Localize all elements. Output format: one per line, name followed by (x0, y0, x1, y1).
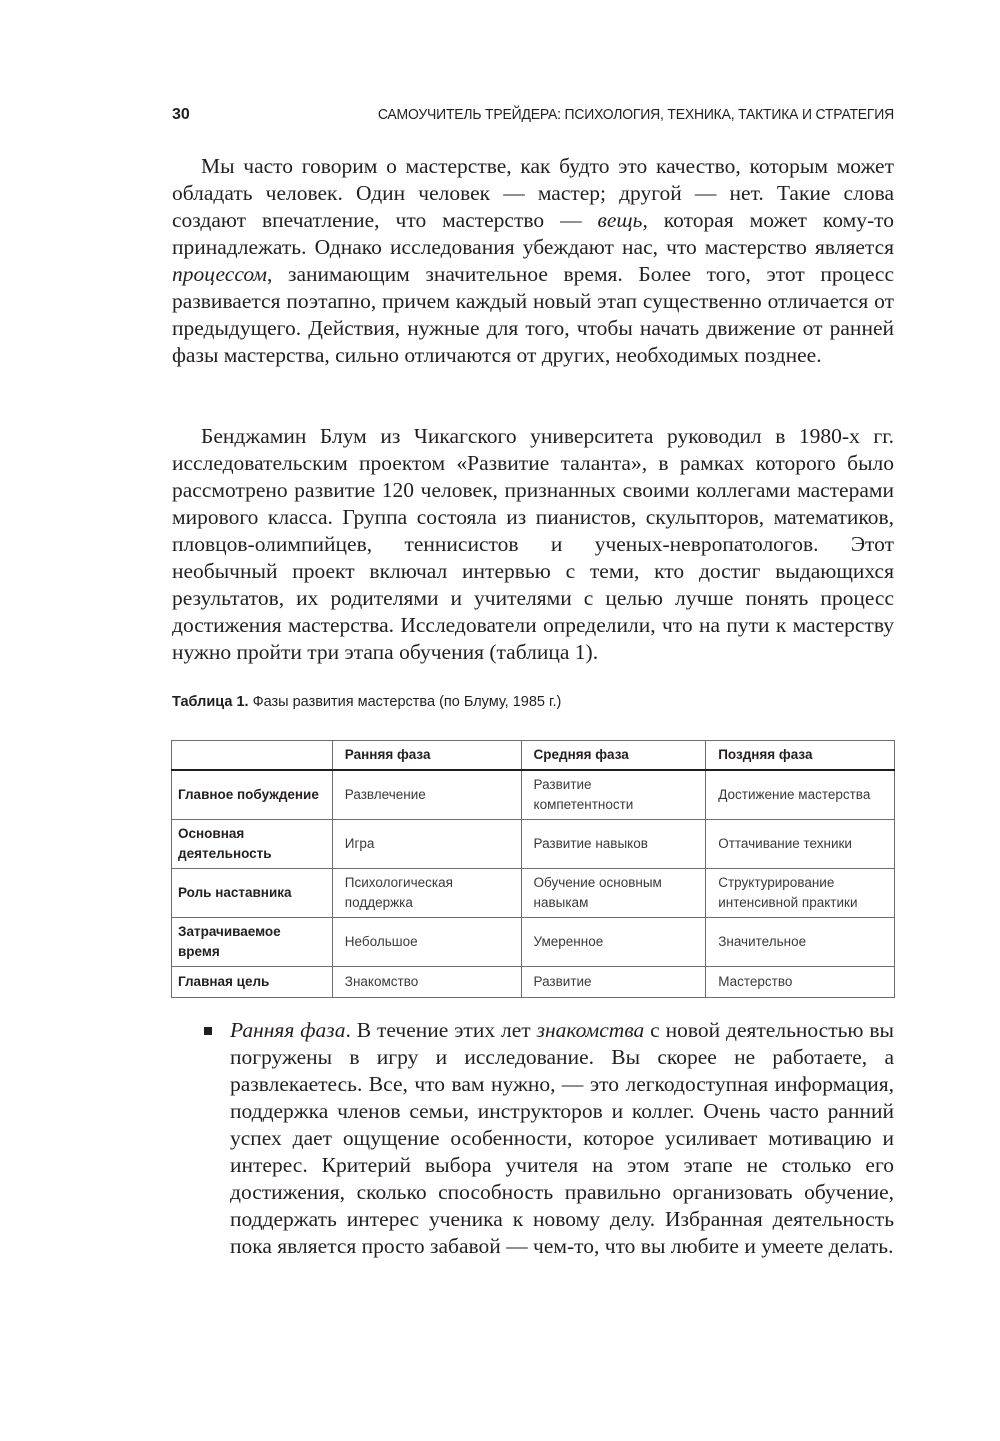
row-label: Затрачиваемое время (172, 918, 333, 967)
paragraph-text (172, 153, 894, 369)
emphasis-text: вещь (597, 208, 643, 232)
running-header (172, 103, 894, 127)
table-cell: Развитие (521, 967, 706, 998)
square-bullet-icon (204, 1027, 212, 1035)
table-cell: Обучение основным навыкам (521, 869, 706, 918)
table-row (172, 820, 895, 869)
table-cell: Небольшое (332, 918, 521, 967)
text-segment: , которая может кому-то принадлежать. Однако исследования убеждают нас, что мастерство является (172, 208, 894, 259)
table-header-row (172, 741, 895, 771)
bullet-item-early-phase (204, 1017, 894, 1260)
paragraph-bloom-study (172, 423, 894, 666)
row-label: Главная цель (172, 967, 333, 998)
mastery-phases-table (171, 740, 895, 998)
emphasis-text: знакомства (536, 1018, 645, 1042)
table-caption-label: Таблица 1. (172, 694, 249, 710)
bullet-lead-emphasis: Ранняя фаза (230, 1018, 346, 1042)
column-header-middle: Средняя фаза (521, 741, 706, 771)
column-header-late: Поздняя фаза (706, 741, 895, 771)
table-row (172, 869, 895, 918)
paragraph-text: Бенджамин Блум из Чикагского университета руководил в 1980-х гг. исследовательским проектом «Развитие таланта», в рамках которого было рассмотрено развитие 120 человек, признанных своими коллегами мастерами мирового класса. Группа состояла из пианистов, скульпторов, математиков, пловцов-олимпийцев, теннисистов и ученых-невропатологов. Этот необычный проект включал интервью с теми, кто достиг выдающихся результатов, их родителями и учителями с целью лучше понять процесс достижения мастерства. Исследователи определили, что на пути к мастерству нужно пройти три этапа обучения (таблица 1). (172, 424, 894, 664)
table-caption-text: Фазы развития мастерства (по Блуму, 1985 г.) (248, 694, 562, 710)
table-cell: Структурирование интенсивной практики (706, 869, 895, 918)
table-cell: Значительное (706, 918, 895, 967)
row-label: Основная деятельность (172, 820, 333, 869)
text-segment: . В течение этих лет (345, 1018, 537, 1042)
table-cell: Достижение мастерства (706, 770, 895, 820)
table-cell: Знакомство (332, 967, 521, 998)
bullet-text (230, 1017, 894, 1260)
row-label: Роль наставника (172, 869, 333, 918)
table-cell: Развлечение (332, 770, 521, 820)
emphasis-text: процессом (172, 262, 267, 286)
table-cell: Развитие компетентности (521, 770, 706, 820)
text-segment: , занимающим значительное время. Более того, этот процесс развивается поэтапно, причем каждый новый этап существенно отличается от предыдущего. Действия, нужные для того, чтобы начать движение от ранней фазы мастерства, сильно отличаются от других, необходимых позднее. (172, 262, 894, 367)
table-cell: Игра (332, 820, 521, 869)
table-cell: Психологическая поддержка (332, 869, 521, 918)
table-row (172, 770, 895, 820)
running-title: САМОУЧИТЕЛЬ ТРЕЙДЕРА: ПСИХОЛОГИЯ, ТЕХНИКА, ТАКТИКА И СТРАТЕГИЯ (377, 106, 894, 123)
table-row (172, 918, 895, 967)
text-segment: с новой деятельностью вы погружены в игру и исследование. Вы скорее не работаете, а развлекаетесь. Все, что вам нужно, — это легкодоступная информация, поддержка членов семьи, инструкторов и коллег. Очень часто ранний успех дает ощущение особенности, которое усиливает мотивацию и интерес. Критерий выбора учителя на этом этапе не столько его достижения, сколько способность правильно организовать обучение, поддержать интерес ученика к новому делу. Избранная деятельность пока является просто забавой — чем-то, что вы любите и умеете делать. (230, 1018, 894, 1258)
column-header-early: Ранняя фаза (332, 741, 521, 771)
table-cell: Развитие навыков (521, 820, 706, 869)
table-cell: Умеренное (521, 918, 706, 967)
page-number: 30 (172, 106, 190, 123)
table-row (172, 967, 895, 998)
column-header-empty (172, 741, 333, 771)
table-cell: Оттачивание техники (706, 820, 895, 869)
row-label: Главное побуждение (172, 770, 333, 820)
table-cell: Мастерство (706, 967, 895, 998)
paragraph-mastery-process (172, 153, 894, 369)
table-caption (172, 692, 561, 712)
text-segment: Мы часто говорим о мастерстве, как будто это качество, которым может обладать человек. Один человек — мастер; другой — нет. Такие слова создают впечатление, что мастерство — (172, 154, 894, 232)
